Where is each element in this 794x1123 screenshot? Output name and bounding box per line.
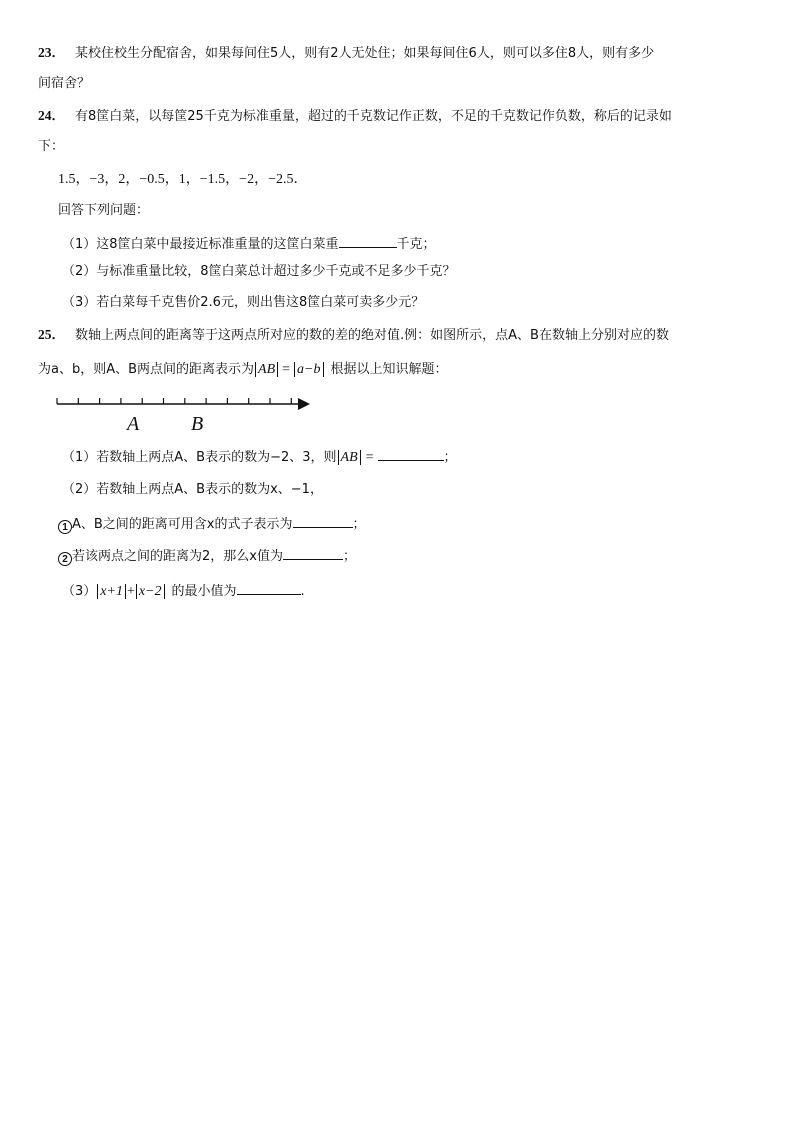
q24-line1 bbox=[38, 107, 672, 126]
q25-abs-ab: AB bbox=[255, 362, 278, 377]
q25-part1-equals: = bbox=[365, 450, 374, 465]
q25-sub2-end: ； bbox=[342, 549, 356, 564]
q25-part1-abs-ab: AB bbox=[338, 450, 361, 465]
q25-sub2 bbox=[58, 545, 356, 566]
q25-text-1: 数轴上两点间的距离等于这两点所对应的数的差的绝对值.例：如图所示，点A、B在数轴上分别对应的数 bbox=[75, 328, 669, 343]
q24-part3: （3）若白菜每千克售价2.6元，则出售这8筐白菜可卖多少元？ bbox=[62, 295, 425, 310]
q24-text-2: 下： bbox=[38, 139, 65, 154]
q25-part3 bbox=[62, 580, 305, 601]
q25-part3-end: . bbox=[300, 584, 305, 599]
q23-line1 bbox=[38, 44, 654, 63]
q25-part3-text: 的最小值为 bbox=[171, 584, 237, 599]
q24-values: 1.5，−3，2，−0.5，1，−1.5，−2，−2.5． bbox=[58, 172, 308, 187]
q24-number: 24． bbox=[38, 108, 65, 123]
q24-part1-unit: 千克； bbox=[396, 237, 436, 252]
q23-text-1: 某校住校生分配宿舍，如果每间住5人，则有2人无处住；如果每间住6人，则可以多住8人，则有多少 bbox=[75, 46, 655, 61]
q25-part3-blank[interactable] bbox=[237, 580, 301, 595]
q25-equals: = bbox=[282, 362, 291, 377]
q24-part2: （2）与标准重量比较，8筐白菜总计超过多少千克或不足多少千克？ bbox=[62, 264, 456, 279]
q25-number: 25． bbox=[38, 327, 65, 342]
q25-part3-abs-x-minus-2: x−2 bbox=[136, 584, 165, 599]
q24-text-1: 有8筐白菜，以每筐25千克为标准重量，超过的千克数记作正数，不足的千克数记作负数，称后的记录如 bbox=[75, 109, 672, 124]
number-line-ticks bbox=[57, 398, 291, 404]
q25-abs-a-minus-b: a−b bbox=[294, 362, 323, 377]
q25-sub2-blank[interactable] bbox=[283, 545, 343, 560]
q25-sub1 bbox=[58, 513, 366, 534]
q25-line1 bbox=[38, 326, 669, 345]
q25-part1-text: （1）若数轴上两点A、B表示的数为−2、3，则 bbox=[62, 450, 337, 465]
q25-sub1-text: A、B之间的距离可用含x的式子表示为 bbox=[72, 517, 293, 532]
q24-intro: 回答下列问题： bbox=[58, 203, 150, 218]
q23-text-2: 间宿舍？ bbox=[38, 76, 91, 91]
circle-one-marker: 1 bbox=[58, 520, 72, 534]
q24-part1-text: （1）这8筐白菜中最接近标准重量的这筐白菜重 bbox=[62, 237, 339, 252]
q25-text-2b: 根据以上知识解题： bbox=[330, 362, 448, 377]
q24-part1-blank[interactable] bbox=[339, 233, 397, 248]
q23-number: 23． bbox=[38, 45, 65, 60]
q25-part3-prefix: （3） bbox=[62, 584, 97, 599]
q25-part1-end: ； bbox=[443, 450, 457, 465]
q25-part3-plus: + bbox=[126, 584, 135, 599]
q25-part1 bbox=[62, 446, 457, 467]
q24-part1 bbox=[62, 233, 436, 254]
q23-line2 bbox=[38, 75, 90, 93]
circle-two-marker: 2 bbox=[58, 552, 72, 566]
q25-sub1-end: ； bbox=[352, 517, 366, 532]
q25-line2 bbox=[38, 361, 448, 379]
q24-line2 bbox=[38, 138, 64, 156]
point-a-label: A bbox=[127, 413, 140, 434]
number-line-figure bbox=[54, 390, 316, 434]
q25-text-2a: 为a、b，则A、B两点间的距离表示为 bbox=[38, 362, 255, 377]
number-line-arrow bbox=[298, 398, 310, 410]
q25-part2: （2）若数轴上两点A、B表示的数为x、−1， bbox=[62, 482, 323, 497]
q25-sub1-blank[interactable] bbox=[293, 513, 353, 528]
point-b-label: B bbox=[191, 413, 204, 434]
q25-sub2-text: 若该两点之间的距离为2，那么x值为 bbox=[72, 549, 283, 564]
q25-part3-abs-x-plus-1: x+1 bbox=[97, 584, 126, 599]
q25-part1-blank[interactable] bbox=[378, 446, 444, 461]
